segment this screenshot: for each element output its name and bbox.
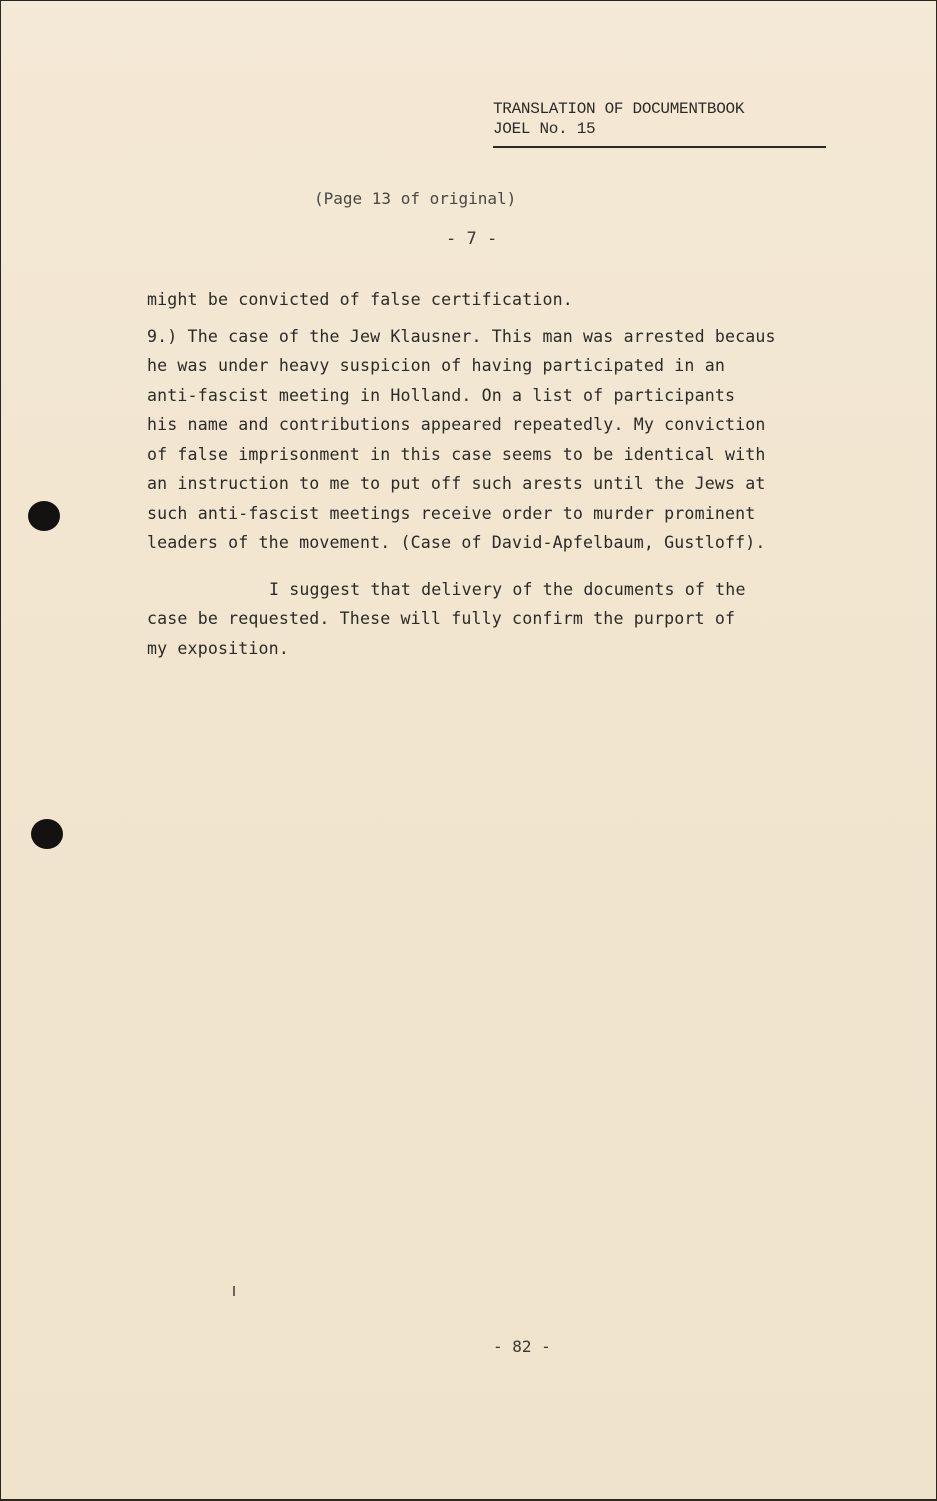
- paragraph-gap: [147, 315, 892, 322]
- header-title: TRANSLATION OF DOCUMENTBOOK: [493, 100, 745, 118]
- header-book-number: JOEL No. 15: [493, 120, 596, 138]
- body-line: an instruction to me to put off such arests until the Jews at: [147, 474, 766, 493]
- body-line: his name and contributions appeared repeatedly. My conviction: [147, 415, 766, 434]
- paragraph-gap: [147, 558, 892, 575]
- document-body: [147, 285, 892, 663]
- document-header: [493, 99, 828, 148]
- body-line: leaders of the movement. (Case of David-Apfelbaum, Gustloff).: [147, 533, 766, 552]
- body-line: of false imprisonment in this case seems to be identical with: [147, 444, 766, 464]
- body-line: my exposition.: [147, 638, 289, 658]
- header-underline: [493, 146, 826, 148]
- page-number-footer: - 82 -: [493, 1337, 551, 1356]
- body-line: I suggest that delivery of the documents of the: [269, 579, 746, 599]
- body-line: anti-fascist meeting in Holland. On a list of participants: [147, 385, 736, 405]
- body-line: such anti-fascist meetings receive order to murder prominent: [147, 503, 756, 523]
- body-line: might be convicted of false certification.: [147, 290, 573, 309]
- original-page-reference: (Page 13 of original): [314, 189, 517, 208]
- body-line: he was under heavy suspicion of having participated in an: [147, 356, 725, 375]
- page-number-top: - 7 -: [446, 229, 498, 249]
- document-page: [1, 1, 936, 1499]
- body-line: 9.) The case of the Jew Klausner. This man was arrested becaus: [147, 326, 776, 346]
- punch-hole: [31, 819, 63, 849]
- stray-mark: [233, 1286, 235, 1296]
- punch-hole: [28, 501, 60, 531]
- body-line: case be requested. These will fully confirm the purport of: [147, 609, 736, 628]
